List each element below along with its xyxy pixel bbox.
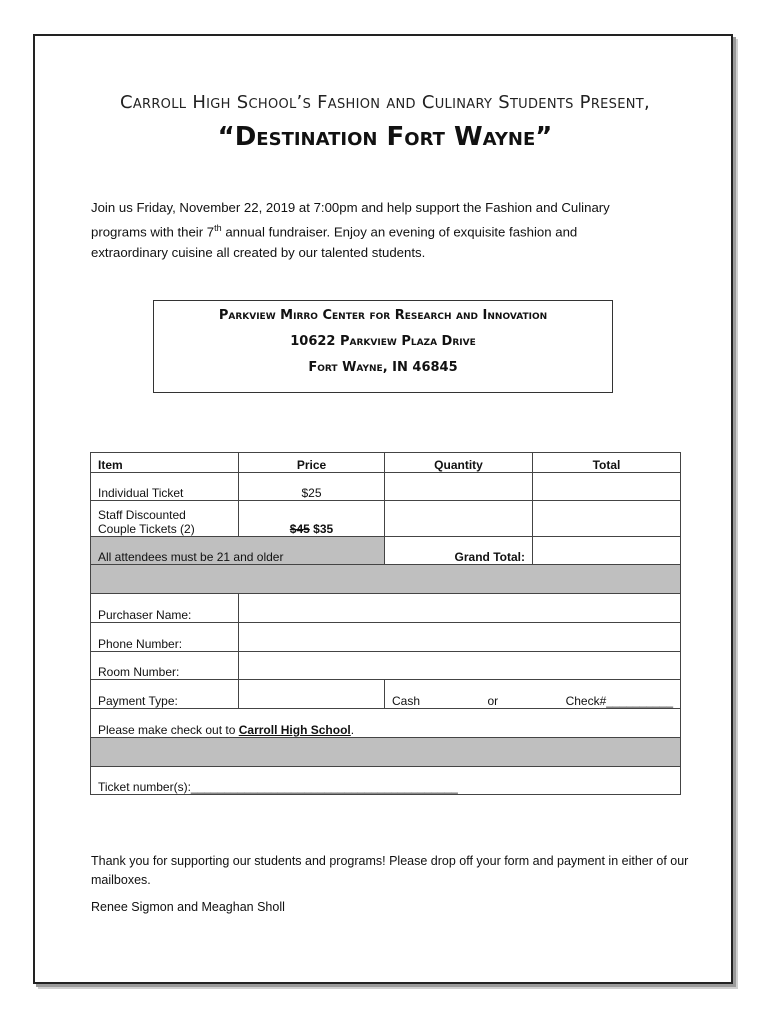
table-row-check-note — [91, 709, 681, 738]
table-row-individual — [91, 473, 681, 501]
table-row-grand-total — [91, 537, 681, 565]
header-quantity: Quantity — [385, 453, 533, 473]
table-header-row — [91, 453, 681, 473]
check-note — [91, 709, 681, 738]
venue-box — [153, 300, 613, 393]
age-notice: All attendees must be 21 and older — [91, 537, 385, 565]
order-form-table — [90, 452, 681, 795]
table-row-staff — [91, 501, 681, 537]
individual-total-field[interactable] — [533, 473, 681, 501]
table-row-payment — [91, 680, 681, 709]
venue-city: Fort Wayne, IN 46845 — [308, 360, 458, 375]
header-item: Item — [91, 453, 239, 473]
staff-price-new: $35 — [313, 522, 334, 536]
payment-options — [385, 680, 681, 709]
header-total: Total — [533, 453, 681, 473]
intro-text-part1: Join us Friday, November 22, 2019 at 7:00pm and help support the Fashion and Culinary programs with their 7 — [91, 200, 610, 240]
check-payee: Carroll High School — [238, 723, 351, 737]
event-title: “Destination Fort Wayne” — [217, 122, 553, 152]
or-text: or — [487, 694, 499, 708]
purchaser-name-field[interactable] — [239, 594, 681, 623]
check-note-suffix: . — [350, 723, 355, 737]
staff-price-old: $45 — [289, 522, 310, 536]
signature: Renee Sigmon and Meaghan Sholl — [91, 900, 285, 914]
staff-total-field[interactable] — [533, 501, 681, 537]
individual-price: $25 — [239, 473, 385, 501]
individual-item: Individual Ticket — [91, 473, 239, 501]
purchaser-label: Purchaser Name: — [91, 594, 239, 623]
intro-superscript: th — [214, 223, 222, 233]
venue-name: Parkview Mirro Center for Research and Innovation — [218, 308, 548, 323]
grand-total-field[interactable] — [533, 537, 681, 565]
table-row-room — [91, 652, 681, 680]
phone-number-field[interactable] — [239, 623, 681, 652]
gray-separator — [91, 565, 681, 594]
individual-quantity-field[interactable] — [385, 473, 533, 501]
table-row-ticket-numbers — [91, 767, 681, 795]
room-number-field[interactable] — [239, 652, 681, 680]
payment-label: Payment Type: — [91, 680, 239, 709]
staff-quantity-field[interactable] — [385, 501, 533, 537]
event-subtitle: Carroll High School’s Fashion and Culinary Students Present, — [119, 92, 651, 113]
table-row-phone — [91, 623, 681, 652]
grand-total-label: Grand Total: — [385, 537, 533, 565]
gray-separator-2 — [91, 738, 681, 767]
intro-text-part2: annual fundraiser. Enjoy an evening of exquisite fashion and extraordinary cuisine all created by our talented students. — [91, 224, 578, 261]
thank-you-note: Thank you for supporting our students and programs! Please drop off your form and payment in either of our mailboxes. — [91, 854, 689, 887]
ticket-numbers-field[interactable]: Ticket number(s):________________________________________ — [91, 767, 681, 795]
staff-item — [91, 501, 239, 537]
gray-separator-row-2 — [91, 738, 681, 767]
phone-label: Phone Number: — [91, 623, 239, 652]
venue-street: 10622 Parkview Plaza Drive — [290, 334, 476, 349]
payment-type-field[interactable] — [239, 680, 385, 709]
event-intro — [91, 197, 651, 263]
gray-separator-row — [91, 565, 681, 594]
check-note-prefix: Please make check out to — [98, 723, 239, 737]
room-label: Room Number: — [91, 652, 239, 680]
header-price: Price — [239, 453, 385, 473]
staff-item-line2: Couple Tickets (2) — [98, 522, 195, 536]
staff-item-line1: Staff Discounted — [98, 508, 186, 522]
table-row-purchaser — [91, 594, 681, 623]
check-number-field[interactable]: Check#__________ — [565, 694, 673, 708]
staff-price — [239, 501, 385, 537]
cash-option[interactable]: Cash — [392, 694, 421, 708]
